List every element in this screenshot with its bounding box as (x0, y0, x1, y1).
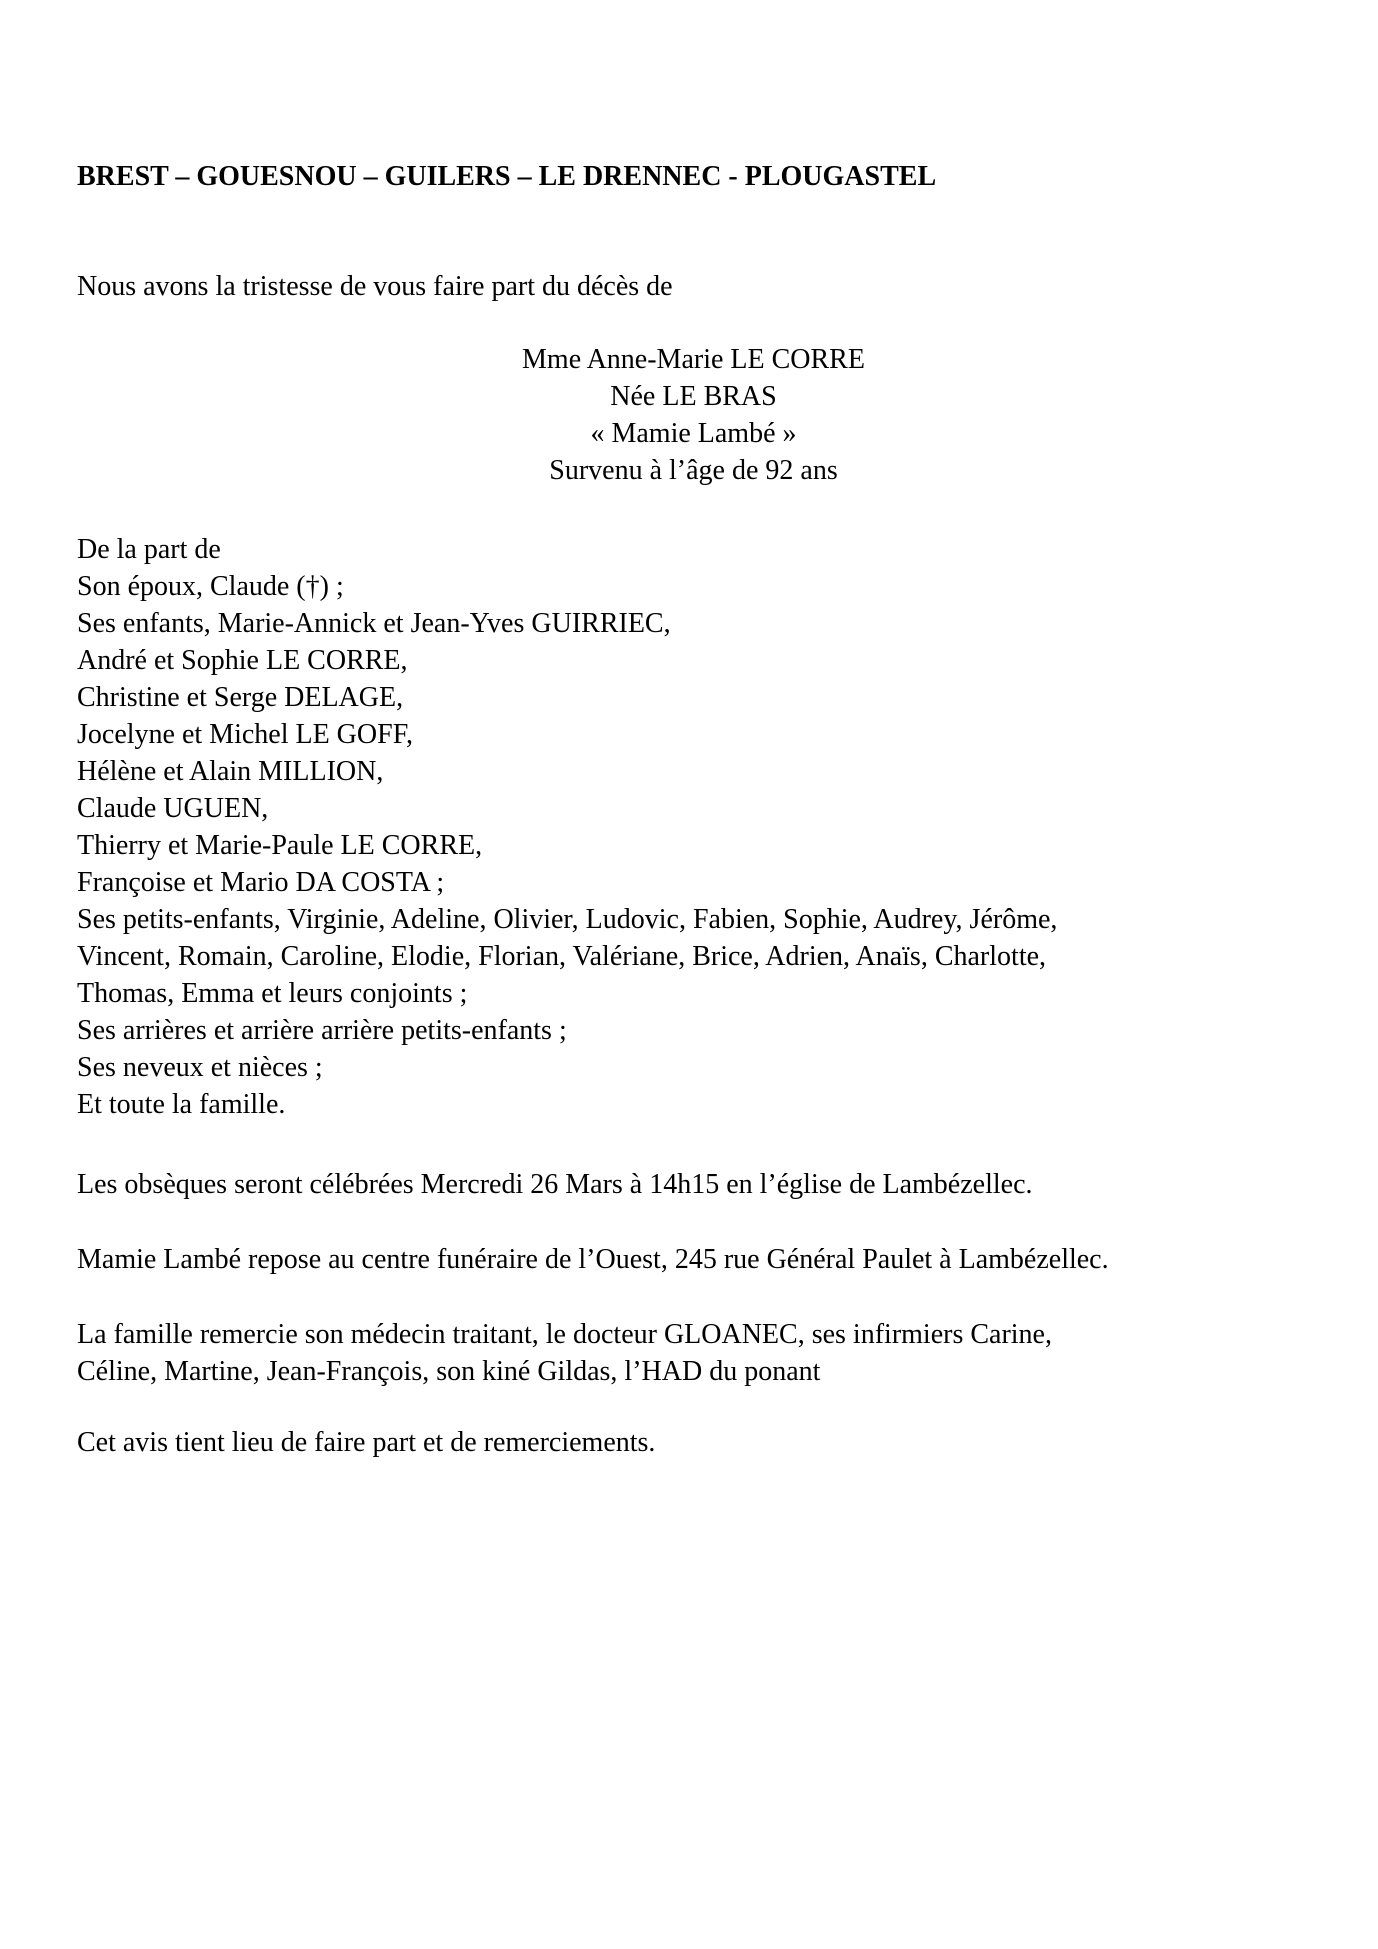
family-line: Jocelyne et Michel LE GOFF, (77, 719, 414, 750)
communes-header: BREST – GOUESNOU – GUILERS – LE DRENNEC - PLOUGASTEL (77, 161, 937, 192)
family-line: Ses petits-enfants, Virginie, Adeline, Olivier, Ludovic, Fabien, Sophie, Audrey, Jérôme, (77, 904, 1058, 935)
family-line: Ses neveux et nièces ; (77, 1052, 323, 1083)
family-line: Ses enfants, Marie-Annick et Jean-Yves GUIRRIEC, (77, 608, 671, 639)
family-line: Thomas, Emma et leurs conjoints ; (77, 978, 468, 1009)
family-line: De la part de (77, 534, 221, 565)
family-line: Vincent, Romain, Caroline, Elodie, Florian, Valériane, Brice, Adrien, Anaïs, Charlotte, (77, 941, 1047, 972)
ceremony-line: Les obsèques seront célébrées Mercredi 26 Mars à 14h15 en l’église de Lambézellec. (77, 1169, 1033, 1200)
thanks-paragraph (77, 1316, 1310, 1390)
deceased-age-line: Survenu à l’âge de 92 ans (549, 455, 838, 486)
family-line: Son époux, Claude (†) ; (77, 571, 344, 602)
family-line: Claude UGUEN, (77, 793, 269, 824)
family-list (77, 531, 1310, 1123)
repose-line: Mamie Lambé repose au centre funéraire de l’Ouest, 245 rue Général Paulet à Lambézellec. (77, 1244, 1109, 1275)
thanks-line: Céline, Martine, Jean-François, son kiné Gildas, l’HAD du ponant (77, 1356, 821, 1387)
intro-line: Nous avons la tristesse de vous faire part du décès de (77, 271, 673, 302)
family-line: Christine et Serge DELAGE, (77, 682, 404, 713)
closing-line: Cet avis tient lieu de faire part et de remerciements. (77, 1427, 656, 1458)
family-line: André et Sophie LE CORRE, (77, 645, 408, 676)
family-line: Hélène et Alain MILLION, (77, 756, 384, 787)
deceased-name: Mme Anne-Marie LE CORRE (522, 344, 865, 375)
deceased-nickname: « Mamie Lambé » (590, 418, 797, 449)
family-line: Thierry et Marie-Paule LE CORRE, (77, 830, 483, 861)
thanks-line: La famille remercie son médecin traitant, le docteur GLOANEC, ses infirmiers Carine, (77, 1319, 1052, 1350)
family-line: Ses arrières et arrière arrière petits-enfants ; (77, 1015, 567, 1046)
family-line: Et toute la famille. (77, 1089, 286, 1120)
deceased-maiden-name: Née LE BRAS (610, 381, 777, 412)
deceased-block (77, 341, 1310, 489)
family-line: Françoise et Mario DA COSTA ; (77, 867, 445, 898)
